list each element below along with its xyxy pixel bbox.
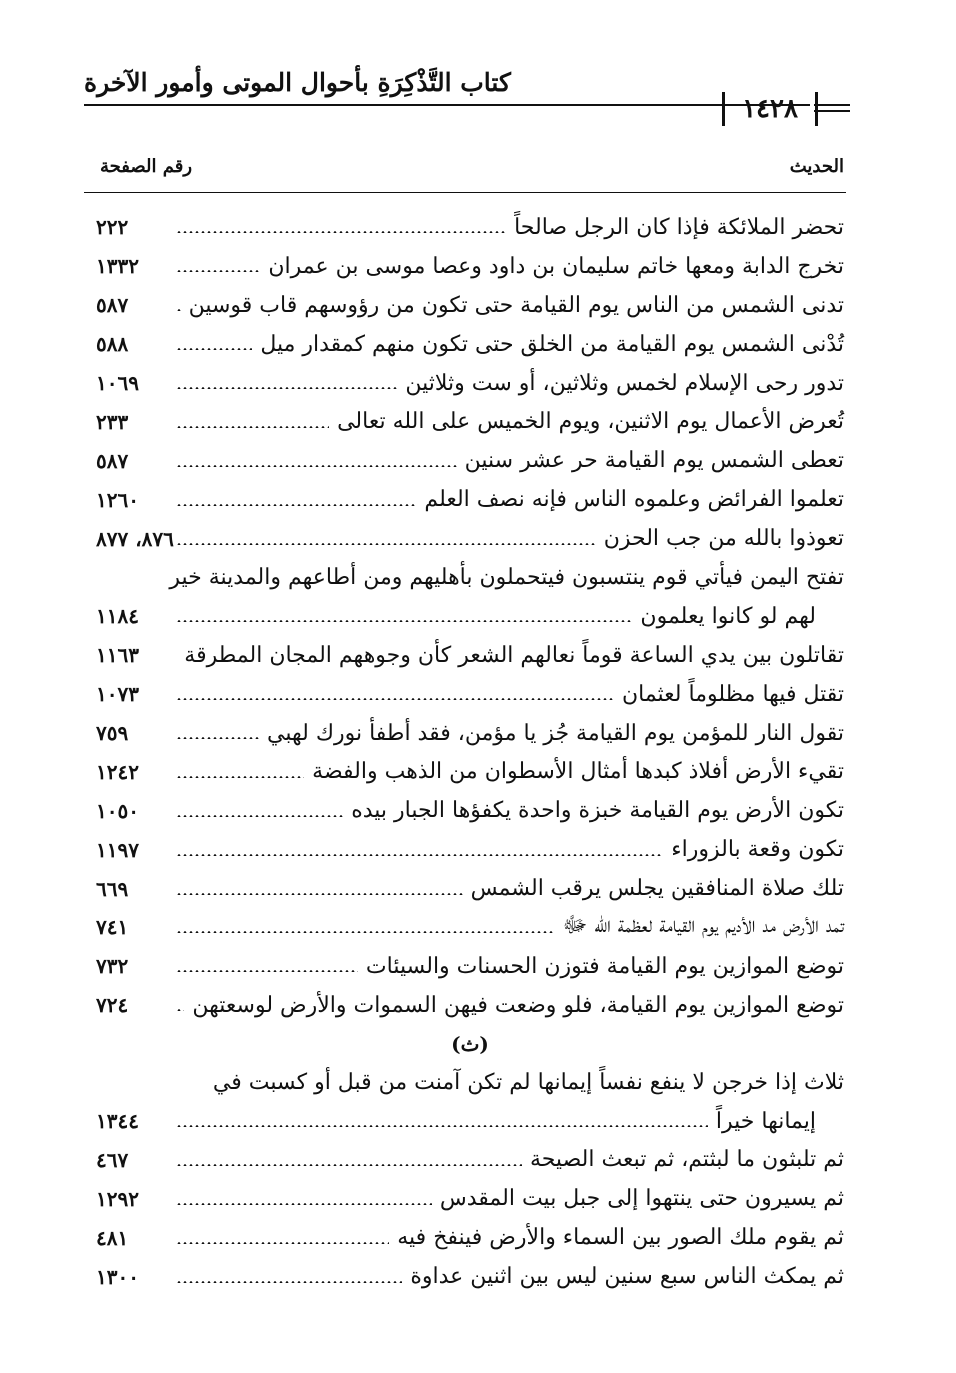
hadith-text: تفتح اليمن فيأتي قوم ينتسبون فيتحملون بأهليهم ومن أطاعهم والمدينة خير xyxy=(169,564,844,590)
hadith-text-continuation: لهم لو كانوا يعلمون xyxy=(640,603,816,629)
page-number: ١٤٢٨ xyxy=(722,92,818,126)
list-item xyxy=(96,675,844,714)
page-ref: ٨٧٦، ٨٧٧ xyxy=(96,526,174,551)
page-ref: ١٣٠٠ xyxy=(96,1264,139,1289)
leader-dots xyxy=(176,348,252,350)
page-ref: ١٠٧٣ xyxy=(96,682,139,707)
page-ref: ٧٢٤ xyxy=(96,993,129,1018)
hadith-text: تعوذوا بالله من جب الحزن xyxy=(603,526,844,552)
hadith-text: تقاتلون بين يدي الساعة قوماً نعالهم الشعر كأن وجوههم المجان المطرقة xyxy=(184,642,844,668)
column-header-page: رقم الصفحة xyxy=(100,156,193,177)
leader-dots xyxy=(176,270,260,272)
page-ref: ٤٦٧ xyxy=(96,1147,129,1172)
page-ref: ١٢٩٢ xyxy=(96,1186,139,1211)
leader-dots xyxy=(176,931,555,933)
list-item xyxy=(96,752,844,791)
leader-dots xyxy=(176,893,463,895)
list-item xyxy=(96,636,844,675)
list-item xyxy=(96,1179,844,1218)
leader-dots xyxy=(176,426,329,428)
hadith-text: تمد الأرض مد الأديم يوم القيامة لعظمة الله ﷻ xyxy=(562,913,844,939)
hadith-text: تكون وقعة بالزوراء xyxy=(671,837,844,863)
leader-dots xyxy=(176,231,506,233)
page-ref: ١٢٤٢ xyxy=(96,759,139,784)
list-item xyxy=(96,480,844,519)
hadith-text: ثم يمكث الناس سبع سنين ليس بين اثنين عداوة xyxy=(410,1264,844,1290)
page-ref: ٢٢٢ xyxy=(96,215,129,240)
leader-dots xyxy=(176,1164,522,1166)
hadith-text: تقتل فيها مظلوماً لعثمان xyxy=(621,681,844,707)
list-item xyxy=(96,1218,844,1257)
leader-dots xyxy=(176,1242,389,1244)
hadith-text-continuation: إيمانها خيراً xyxy=(715,1108,816,1134)
page-ref: ٥٨٧ xyxy=(96,448,129,473)
page-ref: ١٢٦٠ xyxy=(96,487,139,512)
page-ref: ٤٨١ xyxy=(96,1225,129,1250)
list-item xyxy=(96,286,844,325)
list-item xyxy=(96,869,844,908)
list-item xyxy=(96,402,844,441)
leader-dots xyxy=(176,854,663,856)
leader-dots xyxy=(176,465,457,467)
page-ref: ١١٩٧ xyxy=(96,837,139,862)
column-header-rule xyxy=(84,192,846,193)
hadith-text: تحضر الملائكة فإذا كان الرجل صالحاً xyxy=(514,214,844,240)
hadith-text: تدور رحى الإسلام لخمس وثلاثين، أو ست وثلاثين xyxy=(405,370,844,396)
list-item xyxy=(96,791,844,830)
header-rule xyxy=(84,104,810,106)
leader-dots xyxy=(176,698,614,700)
leader-dots xyxy=(176,737,259,739)
page-ref: ٦٦٩ xyxy=(96,876,129,901)
list-item xyxy=(96,830,844,869)
leader-dots xyxy=(176,1281,402,1283)
list-item xyxy=(96,364,844,403)
list-item xyxy=(96,986,844,1025)
page-ref: ١٠٥٠ xyxy=(96,798,139,823)
page-ref: ٥٨٨ xyxy=(96,332,129,357)
list-item xyxy=(96,1257,844,1296)
list-item xyxy=(96,441,844,480)
hadith-text: تلك صلاة المنافقين يجلس يرقب الشمس xyxy=(470,876,844,902)
leader-dots xyxy=(176,1203,432,1205)
list-item xyxy=(96,325,844,364)
leader-dots xyxy=(176,387,397,389)
list-item xyxy=(96,558,844,597)
hadith-text: تعلموا الفرائض وعلموه الناس فإنه نصف العلم xyxy=(424,487,844,513)
hadith-text: تكون الأرض يوم القيامة خبزة واحدة يكفؤها الجبار بيده xyxy=(351,798,844,824)
section-heading-tha: (ث) xyxy=(451,1031,489,1056)
leader-dots xyxy=(176,1009,184,1011)
page-ref: ١٣٤٤ xyxy=(96,1109,139,1134)
hadith-index-list xyxy=(96,208,844,1296)
page-ref: ٧٥٩ xyxy=(96,721,129,746)
leader-dots xyxy=(176,970,358,972)
list-item-continuation xyxy=(96,1102,844,1141)
page-ref: ١١٨٤ xyxy=(96,604,139,629)
leader-dots xyxy=(176,815,343,817)
hadith-text: تخرج الدابة ومعها خاتم سليمان بن داود وعصا موسى بن عمران xyxy=(268,253,844,279)
leader-dots xyxy=(176,776,304,778)
list-item xyxy=(96,1140,844,1179)
leader-dots xyxy=(176,309,181,311)
hadith-text: تقول النار للمؤمن يوم القيامة جُز يا مؤمن، فقد أطفأ نورك لهبي xyxy=(267,720,844,746)
leader-dots xyxy=(176,543,596,545)
page-ref: ١٠٦٩ xyxy=(96,371,139,395)
page-ref: ٢٣٣ xyxy=(96,409,129,434)
page-ref: ٧٣٢ xyxy=(96,954,129,979)
list-item xyxy=(96,714,844,753)
list-item xyxy=(96,247,844,286)
hadith-text: ثلاث إذا خرجن لا ينفع نفساً إيمانها لم تكن آمنت من قبل أو كسبت في xyxy=(212,1069,844,1095)
list-item-continuation xyxy=(96,597,844,636)
hadith-text: ثم تلبثون ما لبثتم، ثم تبعث الصيحة xyxy=(529,1147,844,1173)
leader-dots xyxy=(176,504,416,506)
list-item xyxy=(96,1063,844,1102)
hadith-text: تعطى الشمس يوم القيامة حر عشر سنين xyxy=(464,448,844,474)
list-item xyxy=(96,908,844,947)
list-item xyxy=(96,208,844,247)
leader-dots xyxy=(176,1125,708,1127)
hadith-text: ثم يسيرون حتى ينتهوا إلى جبل بيت المقدس xyxy=(439,1186,844,1212)
hadith-text: ثم يقوم ملك الصور بين السماء والأرض فينفخ فيه xyxy=(397,1225,844,1251)
header-ornament-rule xyxy=(814,110,850,112)
hadith-text: تُدْنى الشمس يوم القيامة من الخلق حتى تكون منهم كمقدار ميل xyxy=(260,331,844,357)
list-item xyxy=(96,519,844,558)
hadith-text: تقيء الأرض أفلاذ كبدها أمثال الأسطوان من الذهب والفضة xyxy=(312,759,844,785)
page-ref: ٥٨٧ xyxy=(96,293,129,318)
header-ornament-rule xyxy=(814,104,850,106)
hadith-text: توضع الموازين يوم القيامة، فلو وضعت فيهن السموات والأرض لوسعتهن xyxy=(192,992,844,1018)
page-ref: ١٣٣٢ xyxy=(96,254,139,279)
leader-dots xyxy=(176,620,632,622)
hadith-text: تدنى الشمس من الناس يوم القيامة حتى تكون من رؤوسهم قاب قوسين xyxy=(188,292,844,318)
column-header-hadith: الحديث xyxy=(789,156,844,177)
list-item xyxy=(96,947,844,986)
page-ref: ٧٤١ xyxy=(96,915,129,940)
hadith-text: تُعرض الأعمال يوم الاثنين، ويوم الخميس على الله تعالى xyxy=(337,409,844,435)
hadith-text: توضع الموازين يوم القيامة فتوزن الحسنات والسيئات xyxy=(365,953,844,979)
page-ref: ١١٦٣ xyxy=(96,643,139,668)
running-title: كتاب التَّذْكِرَةِ بأحوال الموتى وأمور الآخرة xyxy=(84,68,511,97)
